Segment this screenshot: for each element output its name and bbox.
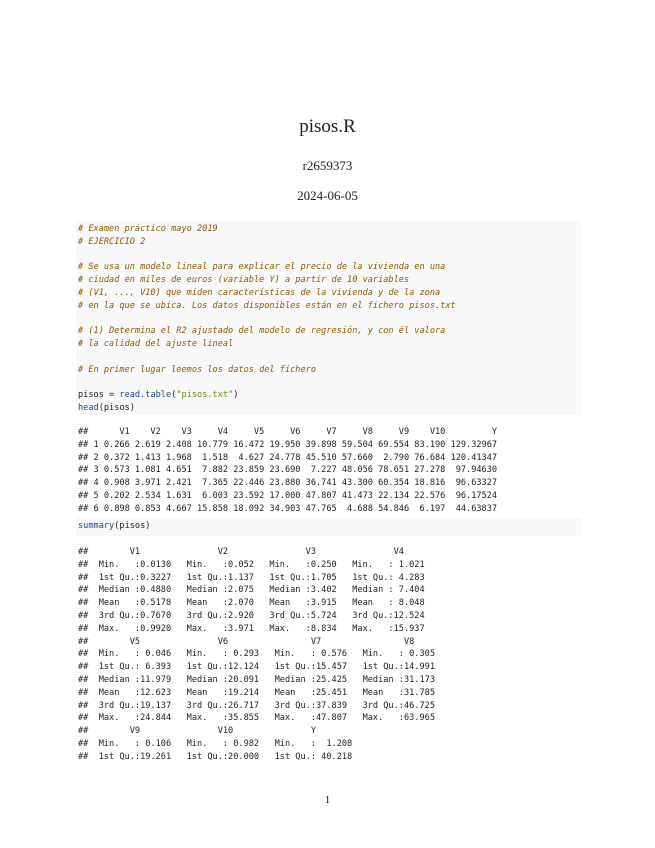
code-comment: # En primer lugar leemos los datos del fichero <box>78 364 316 375</box>
output-line: ## 1 0.266 2.619 2.408 10.779 16.472 19.950 39.898 59.504 69.554 83.190 129.32967 <box>78 439 498 450</box>
output-line: ## Min. : 0.106 Min. : 0.982 Min. : 1.208 <box>78 738 353 749</box>
output-line: ## 5 0.202 2.534 1.631 6.003 23.592 17.000 47.807 41.473 22.134 22.576 96.17524 <box>78 490 498 501</box>
document-author: r2659373 <box>302 158 353 173</box>
code-variable: pisos <box>78 390 104 401</box>
output-line: ## Max. :0.9920 Max. :3.971 Max. :8.834 Max. :15.937 <box>78 623 425 634</box>
code-comment: # Examen práctico mayo 2019 <box>78 224 218 234</box>
output-line: ## 3rd Qu.:19.137 3rd Qu.:26.717 3rd Qu.:37.839 3rd Qu.:46.725 <box>78 700 435 711</box>
document-date: 2024-06-05 <box>297 188 358 203</box>
page-number: 1 <box>324 794 331 806</box>
code-chunk-2 <box>76 518 581 536</box>
output-line: ## Min. : 0.046 Min. : 0.293 Min. : 0.576 Min. : 0.305 <box>78 649 435 660</box>
output-line: ## 4 0.908 3.971 2.421 7.365 22.446 23.880 36.741 43.300 60.354 18.816 96.63327 <box>78 478 498 489</box>
output-line: ## 2 0.372 1.413 1.968 1.518 4.627 24.778 45.510 57.660 2.790 76.684 120.41347 <box>78 452 498 463</box>
code-paren: ( <box>171 390 177 401</box>
code-args: (pisos) <box>98 403 135 414</box>
output-line: ## 3 0.573 1.081 4.651 7.882 23.859 23.690 7.227 48.056 78.651 27.278 97.94630 <box>78 465 498 476</box>
head-output <box>78 426 583 516</box>
code-function: head <box>78 403 99 414</box>
output-line: ## V1 V2 V3 V4 V5 V6 V7 V8 V9 V10 Y <box>78 427 498 437</box>
code-function: summary <box>78 521 115 531</box>
code-operator: = <box>103 390 120 401</box>
code-comment: # (1) Determina el R2 ajustado del modelo de regresión, y con él valora <box>78 326 446 337</box>
output-line: ## Median :0.4880 Median :2.075 Median :3.402 Median : 7.404 <box>78 585 425 596</box>
blank-line <box>78 377 579 390</box>
output-line: ## 1st Qu.:0.3227 1st Qu.:1.137 1st Qu.:1.705 1st Qu.: 4.283 <box>78 572 425 583</box>
summary-output-content <box>78 546 583 764</box>
code-function: read.table <box>119 390 172 401</box>
output-line: ## V1 V2 V3 V4 <box>78 547 404 557</box>
summary-output <box>78 546 583 764</box>
code-chunk-1 <box>76 221 581 415</box>
output-line: ## Mean :0.5178 Mean :2.070 Mean :3.915 Mean : 8.048 <box>78 598 425 609</box>
document-title: pisos.R <box>299 116 356 137</box>
output-line: ## Max. :24.844 Max. :35.855 Max. :47.807 Max. :63.965 <box>78 713 435 724</box>
output-line: ## 1st Qu.: 6.393 1st Qu.:12.124 1st Qu.:15.457 1st Qu.:14.991 <box>78 662 435 673</box>
code-chunk-2-content <box>78 520 579 533</box>
output-line: ## V9 V10 Y <box>78 726 316 737</box>
output-line: ## 6 0.898 0.853 4.667 15.858 18.092 34.903 47.765 4.688 54.846 6.197 44.63837 <box>78 503 498 514</box>
output-line: ## 1st Qu.:19.261 1st Qu.:20.000 1st Qu.: 40.218 <box>78 751 353 762</box>
code-comment: # ciudad en miles de euros (variable Y) a partir de 10 variables <box>78 275 410 286</box>
code-comment: # (V1, ..., V10) que miden características de la vivienda y de la zona <box>78 287 441 298</box>
output-line: ## Median :11.979 Median :20.091 Median :25.425 Median :31.173 <box>78 674 435 685</box>
blank-line <box>78 249 579 262</box>
blank-line <box>78 351 579 364</box>
code-paren: ) <box>233 390 239 401</box>
code-string: "pisos.txt" <box>176 390 234 401</box>
output-line: ## Min. :0.0130 Min. :0.052 Min. :0.250 Min. : 1.021 <box>78 559 425 570</box>
code-line-head <box>78 402 579 415</box>
code-comment: # en la que se ubica. Los datos disponibles están en el fichero pisos.txt <box>78 300 456 311</box>
code-args: (pisos) <box>114 521 151 531</box>
code-comment: # la calidad del ajuste lineal <box>78 339 234 350</box>
blank-line <box>78 313 579 326</box>
output-line: ## Mean :12.623 Mean :19.214 Mean :25.451 Mean :31.785 <box>78 687 435 698</box>
code-line-assign <box>78 389 579 402</box>
code-comment: # Se usa un modelo lineal para explicar el precio de la vivienda en una <box>78 262 446 273</box>
head-output-content <box>78 426 583 516</box>
code-comment: # EJERCICIO 2 <box>78 236 146 247</box>
output-line: ## V5 V6 V7 V8 <box>78 636 415 647</box>
output-line: ## 3rd Qu.:0.7670 3rd Qu.:2.920 3rd Qu.:5.724 3rd Qu.:12.524 <box>78 610 425 621</box>
code-chunk-1-content <box>78 223 579 415</box>
